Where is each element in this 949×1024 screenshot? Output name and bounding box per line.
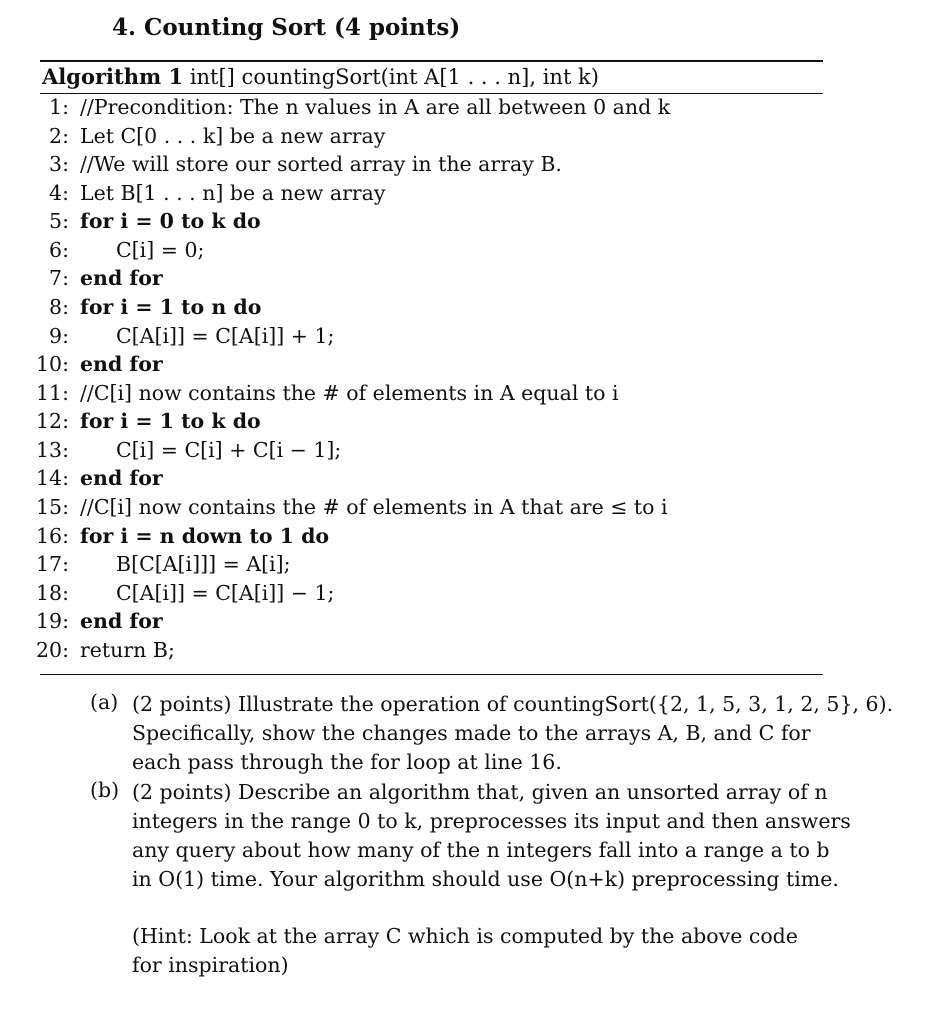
algorithm-caption-rule — [40, 93, 823, 94]
line-number: 20: — [36, 638, 69, 662]
hint-text — [132, 922, 832, 980]
line-text: for i = 1 to k do — [80, 409, 261, 433]
line-number: 7: — [49, 266, 69, 290]
section-heading: 4. Counting Sort (4 points) — [112, 14, 461, 41]
line-number: 19: — [36, 609, 69, 633]
line-number: 15: — [36, 495, 69, 519]
question-a-line: (2 points) Illustrate the operation of countingSort({2, 1, 5, 3, 1, 2, 5}, 6). — [132, 692, 894, 716]
line-text: //C[i] now contains the # of elements in A that are ≤ to i — [80, 495, 668, 519]
line-text: //Precondition: The n values in A are all between 0 and k — [80, 95, 671, 119]
code-line — [0, 238, 949, 266]
code-line — [0, 95, 949, 123]
line-text: B[C[A[i]]] = A[i]; — [116, 552, 291, 576]
line-text: //We will store our sorted array in the array B. — [80, 152, 562, 176]
algorithm-caption-label: Algorithm 1 — [42, 64, 184, 89]
line-text: end for — [80, 352, 163, 376]
code-line — [0, 181, 949, 209]
algorithm-signature: int[] countingSort(int A[1 . . . n], int k) — [189, 65, 599, 89]
code-line — [0, 324, 949, 352]
line-text: return B; — [80, 638, 175, 662]
line-text: C[A[i]] = C[A[i]] − 1; — [116, 581, 335, 605]
code-line — [0, 124, 949, 152]
line-number: 3: — [49, 152, 69, 176]
line-text: //C[i] now contains the # of elements in A equal to i — [80, 381, 619, 405]
line-number: 16: — [36, 524, 69, 548]
question-a-text — [132, 690, 894, 777]
question-b-line: (2 points) Describe an algorithm that, given an unsorted array of n — [132, 780, 828, 804]
code-line — [0, 352, 949, 380]
code-line — [0, 295, 949, 323]
question-b-line: in O(1) time. Your algorithm should use O(n+k) preprocessing time. — [132, 867, 839, 891]
line-number: 18: — [36, 581, 69, 605]
line-text: for i = 1 to n do — [80, 295, 262, 319]
question-a-label: (a) — [90, 690, 119, 714]
line-text: Let C[0 . . . k] be a new array — [80, 124, 386, 148]
line-number: 17: — [36, 552, 69, 576]
code-line — [0, 152, 949, 180]
line-number: 13: — [36, 438, 69, 462]
algorithm-top-rule — [40, 60, 823, 62]
code-line — [0, 209, 949, 237]
line-text: C[i] = 0; — [116, 238, 205, 262]
question-a-line: Specifically, show the changes made to the arrays A, B, and C for — [132, 721, 811, 745]
line-text: for i = n down to 1 do — [80, 524, 330, 548]
line-number: 10: — [36, 352, 69, 376]
code-line — [0, 466, 949, 494]
code-line — [0, 581, 949, 609]
question-a-line: each pass through the for loop at line 16. — [132, 750, 562, 774]
line-number: 2: — [49, 124, 69, 148]
line-number: 14: — [36, 466, 69, 490]
question-b-label: (b) — [90, 778, 120, 802]
line-number: 12: — [36, 409, 69, 433]
hint-line: (Hint: Look at the array C which is computed by the above code — [132, 924, 798, 948]
line-text: for i = 0 to k do — [80, 209, 261, 233]
code-line — [0, 524, 949, 552]
line-number: 1: — [49, 95, 69, 119]
question-b-text — [132, 778, 851, 894]
line-text: end for — [80, 266, 163, 290]
line-number: 11: — [36, 381, 69, 405]
algorithm-bottom-rule — [40, 674, 823, 675]
code-line — [0, 609, 949, 637]
code-line — [0, 638, 949, 666]
code-line — [0, 438, 949, 466]
question-b-line: integers in the range 0 to k, preprocesses its input and then answers — [132, 809, 851, 833]
line-number: 9: — [49, 324, 69, 348]
line-text: C[A[i]] = C[A[i]] + 1; — [116, 324, 335, 348]
code-line — [0, 409, 949, 437]
code-line — [0, 495, 949, 523]
algorithm-caption — [42, 64, 599, 89]
code-line — [0, 381, 949, 409]
line-text: Let B[1 . . . n] be a new array — [80, 181, 386, 205]
hint-line: for inspiration) — [132, 953, 289, 977]
question-b-line: any query about how many of the n integers fall into a range a to b — [132, 838, 830, 862]
code-line — [0, 552, 949, 580]
line-number: 8: — [49, 295, 69, 319]
line-number: 4: — [49, 181, 69, 205]
code-line — [0, 266, 949, 294]
line-text: end for — [80, 466, 163, 490]
line-text: C[i] = C[i] + C[i − 1]; — [116, 438, 342, 462]
line-number: 5: — [49, 209, 69, 233]
line-number: 6: — [49, 238, 69, 262]
line-text: end for — [80, 609, 163, 633]
